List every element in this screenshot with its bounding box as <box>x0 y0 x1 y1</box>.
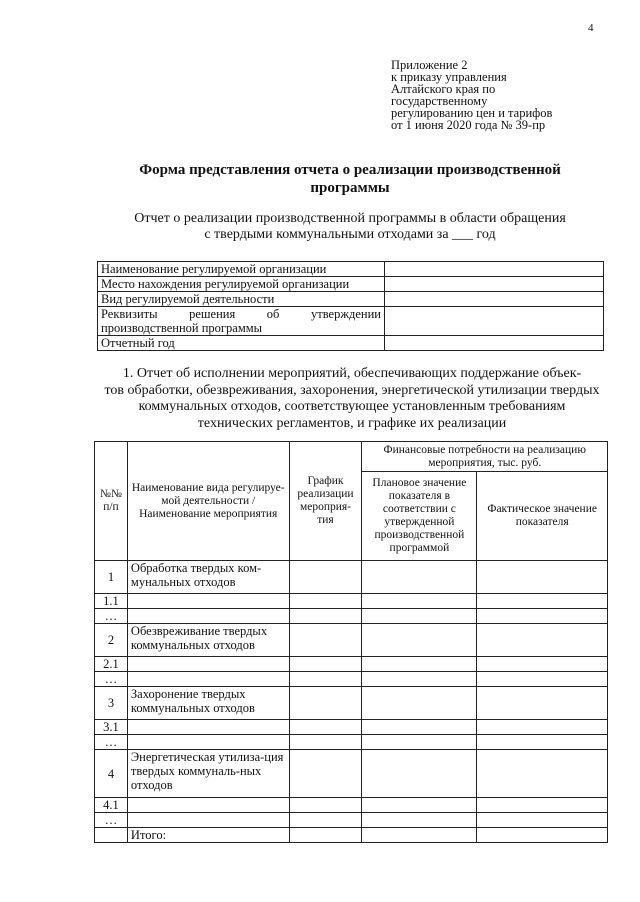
table-row <box>95 609 608 624</box>
empty-cell <box>477 672 608 687</box>
empty-cell <box>127 657 289 672</box>
appendix-header <box>391 59 611 131</box>
empty-cell <box>95 828 128 843</box>
header-planned: Плановое значение показателя в соответствии с утвержденной производственной программой <box>362 472 477 561</box>
appendix-line: от 1 июня 2020 года № 39-пр <box>391 118 546 132</box>
appendix-line: государственному <box>391 94 488 108</box>
section-heading-line: коммунальных отходов, соответствующее установленным требованиям <box>138 399 566 414</box>
empty-cell <box>362 750 477 798</box>
info-value-cell <box>385 336 604 351</box>
header-finance: Финансовые потребности на реализацию мероприятия, тыс. руб. <box>362 442 608 472</box>
info-label: Отчетный год <box>98 336 385 351</box>
activities-table <box>94 441 608 843</box>
info-label: Наименование регулируемой организации <box>98 262 385 277</box>
empty-cell <box>362 687 477 720</box>
empty-cell <box>362 657 477 672</box>
info-label: Вид регулируемой деятельности <box>98 292 385 307</box>
info-value-cell <box>385 277 604 292</box>
row-num: … <box>95 672 128 687</box>
empty-cell <box>127 813 289 828</box>
empty-cell <box>362 828 477 843</box>
empty-cell <box>362 624 477 657</box>
empty-cell <box>289 687 362 720</box>
row-num: 2.1 <box>95 657 128 672</box>
appendix-line: к приказу управления <box>391 70 507 84</box>
empty-cell <box>362 735 477 750</box>
row-num: … <box>95 735 128 750</box>
empty-cell <box>289 672 362 687</box>
table-row <box>95 720 608 735</box>
report-subtitle-line: Отчет о реализации производственной программы в области обращения <box>134 211 566 226</box>
info-label <box>98 307 385 336</box>
empty-cell <box>362 672 477 687</box>
row-num: 4.1 <box>95 798 128 813</box>
section-heading <box>100 366 604 432</box>
row-num: 2 <box>95 624 128 657</box>
organization-info-table <box>97 261 604 351</box>
report-subtitle-line: с твердыми коммунальными отходами за ___ год <box>204 227 496 242</box>
header-name: Наименование вида регулируе-мой деятельности / Наименование мероприятия <box>127 442 289 561</box>
empty-cell <box>362 813 477 828</box>
info-label-justified-line <box>101 307 381 321</box>
empty-cell <box>289 813 362 828</box>
table-row <box>95 687 608 720</box>
empty-cell <box>127 594 289 609</box>
info-label-line: производственной программы <box>101 321 263 335</box>
appendix-line: регулированию цен и тарифов <box>391 106 553 120</box>
empty-cell <box>289 609 362 624</box>
page-number: 4 <box>588 22 594 34</box>
empty-cell <box>127 735 289 750</box>
header-row <box>95 442 608 472</box>
empty-cell <box>289 561 362 594</box>
table-row <box>95 735 608 750</box>
empty-cell <box>289 594 362 609</box>
info-label-word: решения <box>189 307 236 321</box>
row-num: 1.1 <box>95 594 128 609</box>
empty-cell <box>289 828 362 843</box>
total-label: Итого: <box>127 828 289 843</box>
empty-cell <box>362 561 477 594</box>
row-num: … <box>95 609 128 624</box>
empty-cell <box>362 609 477 624</box>
info-label-word: Реквизиты <box>101 307 158 321</box>
table-row <box>95 750 608 798</box>
table-row <box>95 798 608 813</box>
empty-cell <box>362 798 477 813</box>
empty-cell <box>477 624 608 657</box>
header-schedule: График реализации мероприя-тия <box>289 442 362 561</box>
empty-cell <box>289 657 362 672</box>
row-num: 1 <box>95 561 128 594</box>
row-num: 3.1 <box>95 720 128 735</box>
empty-cell <box>477 813 608 828</box>
empty-cell <box>289 735 362 750</box>
table-row <box>95 594 608 609</box>
info-row <box>98 262 604 277</box>
info-row <box>98 292 604 307</box>
empty-cell <box>127 798 289 813</box>
empty-cell <box>289 798 362 813</box>
info-value-cell <box>385 262 604 277</box>
table-row <box>95 561 608 594</box>
info-row <box>98 336 604 351</box>
section-heading-line: тов обработки, обезвреживания, захоронения, энергетической утилизации твердых <box>104 382 600 398</box>
table-row <box>95 672 608 687</box>
row-num: 3 <box>95 687 128 720</box>
empty-cell <box>477 798 608 813</box>
table-row <box>95 624 608 657</box>
info-row <box>98 277 604 292</box>
appendix-line: Алтайского края по <box>391 82 496 96</box>
row-name: Обезвреживание твердых коммунальных отходов <box>127 624 289 657</box>
empty-cell <box>477 687 608 720</box>
row-num: … <box>95 813 128 828</box>
info-label-word: утверждении <box>311 307 381 321</box>
total-row <box>95 828 608 843</box>
appendix-line: Приложение 2 <box>391 58 468 72</box>
empty-cell <box>289 750 362 798</box>
header-actual: Фактическое значение показателя <box>477 472 608 561</box>
empty-cell <box>477 828 608 843</box>
info-label-word: об <box>266 307 280 321</box>
form-title <box>90 161 610 197</box>
form-title-line: программы <box>310 180 390 196</box>
empty-cell <box>289 720 362 735</box>
section-heading-line: 1. Отчет об исполнении мероприятий, обеспечивающих поддержание объек- <box>122 366 582 381</box>
empty-cell <box>362 594 477 609</box>
section-heading-line: технических регламентов, и графике их реализации <box>197 415 507 431</box>
row-name: Энергетическая утилиза-ция твердых коммуналь-ных отходов <box>127 750 289 798</box>
empty-cell <box>477 735 608 750</box>
empty-cell <box>477 609 608 624</box>
empty-cell <box>362 720 477 735</box>
empty-cell <box>477 750 608 798</box>
empty-cell <box>127 672 289 687</box>
header-num: №№ п/п <box>95 442 128 561</box>
info-label: Место нахождения регулируемой организации <box>98 277 385 292</box>
row-name: Обработка твердых ком-мунальных отходов <box>127 561 289 594</box>
form-title-line: Форма представления отчета о реализации производственной <box>139 162 561 178</box>
empty-cell <box>477 594 608 609</box>
empty-cell <box>127 720 289 735</box>
info-value-cell <box>385 307 604 336</box>
row-num: 4 <box>95 750 128 798</box>
table-row <box>95 657 608 672</box>
empty-cell <box>477 657 608 672</box>
empty-cell <box>289 624 362 657</box>
empty-cell <box>127 609 289 624</box>
empty-cell <box>477 561 608 594</box>
row-name: Захоронение твердых коммунальных отходов <box>127 687 289 720</box>
info-value-cell <box>385 292 604 307</box>
report-subtitle <box>90 211 610 243</box>
table-row <box>95 813 608 828</box>
empty-cell <box>477 720 608 735</box>
info-row <box>98 307 604 336</box>
